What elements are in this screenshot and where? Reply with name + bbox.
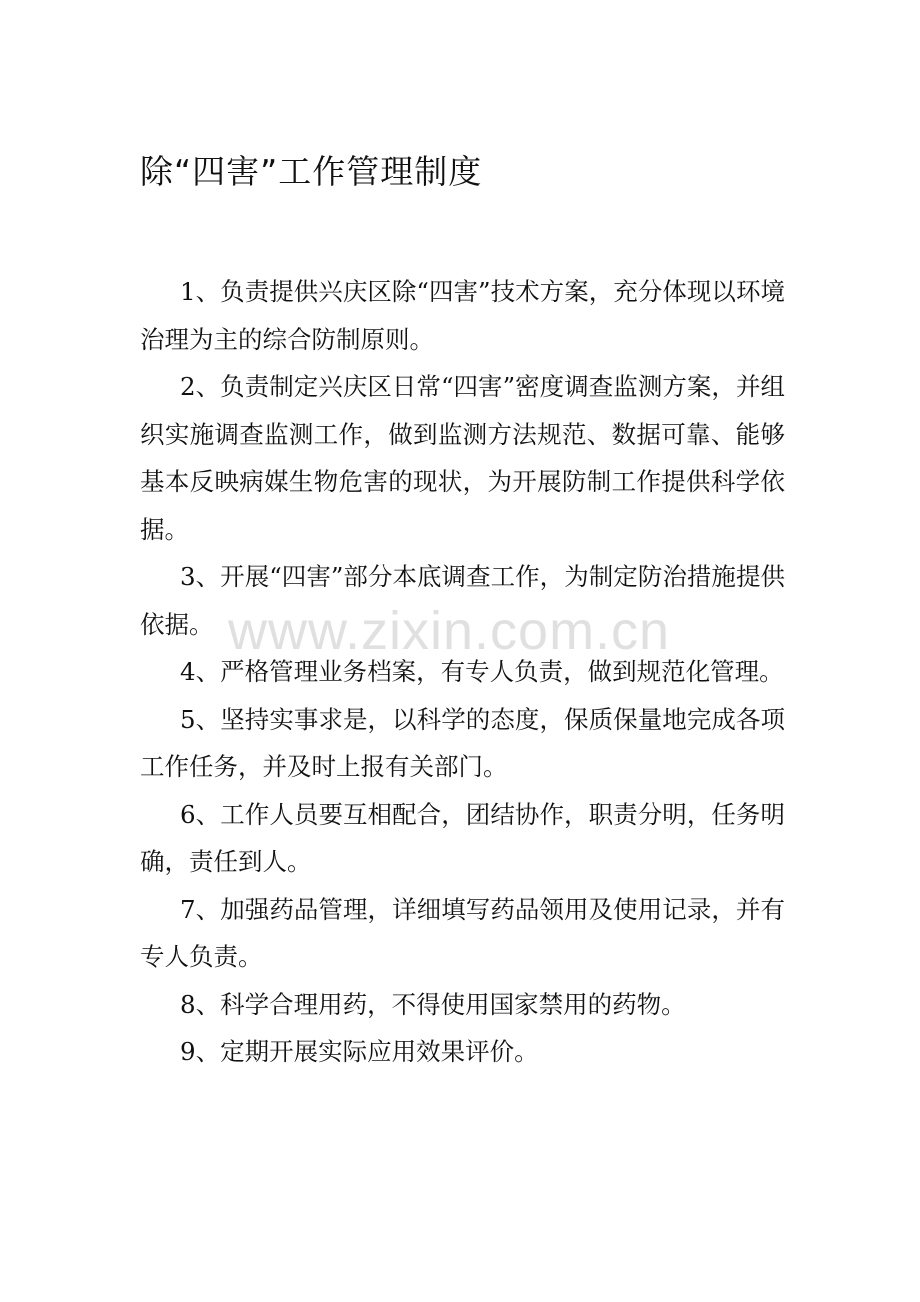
paragraph-5: 5、坚持实事求是，以科学的态度，保质保量地完成各项工作任务，并及时上报有关部门。 [140,704,785,781]
document-title: 除“四害”工作管理制度 [140,152,483,191]
paragraph-3: 3、开展“四害”部分本底调查工作，为制定防治措施提供依据。 [140,562,785,639]
document-body [140,268,785,1076]
paragraph-8: 8、科学合理用药，不得使用国家禁用的药物。 [180,989,686,1019]
paragraph-4: 4、严格管理业务档案，有专人负责，做到规范化管理。 [180,657,784,686]
paragraph-2: 2、负责制定兴庆区日常“四害”密度调查监测方案，并组织实施调查监测工作，做到监测方法规范、数据可靠、能够基本反映病媒生物危害的现状，为开展防制工作提供科学依据。 [140,372,785,544]
paragraph-1: 1、负责提供兴庆区除“四害”技术方案，充分体现以环境治理为主的综合防制原则。 [140,277,785,354]
paragraph-9: 9、定期开展实际应用效果评价。 [180,1037,539,1066]
watermark-text: www.zixin.com.cn [228,601,671,661]
paragraph-6: 6、工作人员要互相配合，团结协作，职责分明，任务明确，责任到人。 [140,799,785,876]
paragraph-7: 7、加强药品管理，详细填写药品领用及使用记录，并有专人负责。 [140,894,785,971]
